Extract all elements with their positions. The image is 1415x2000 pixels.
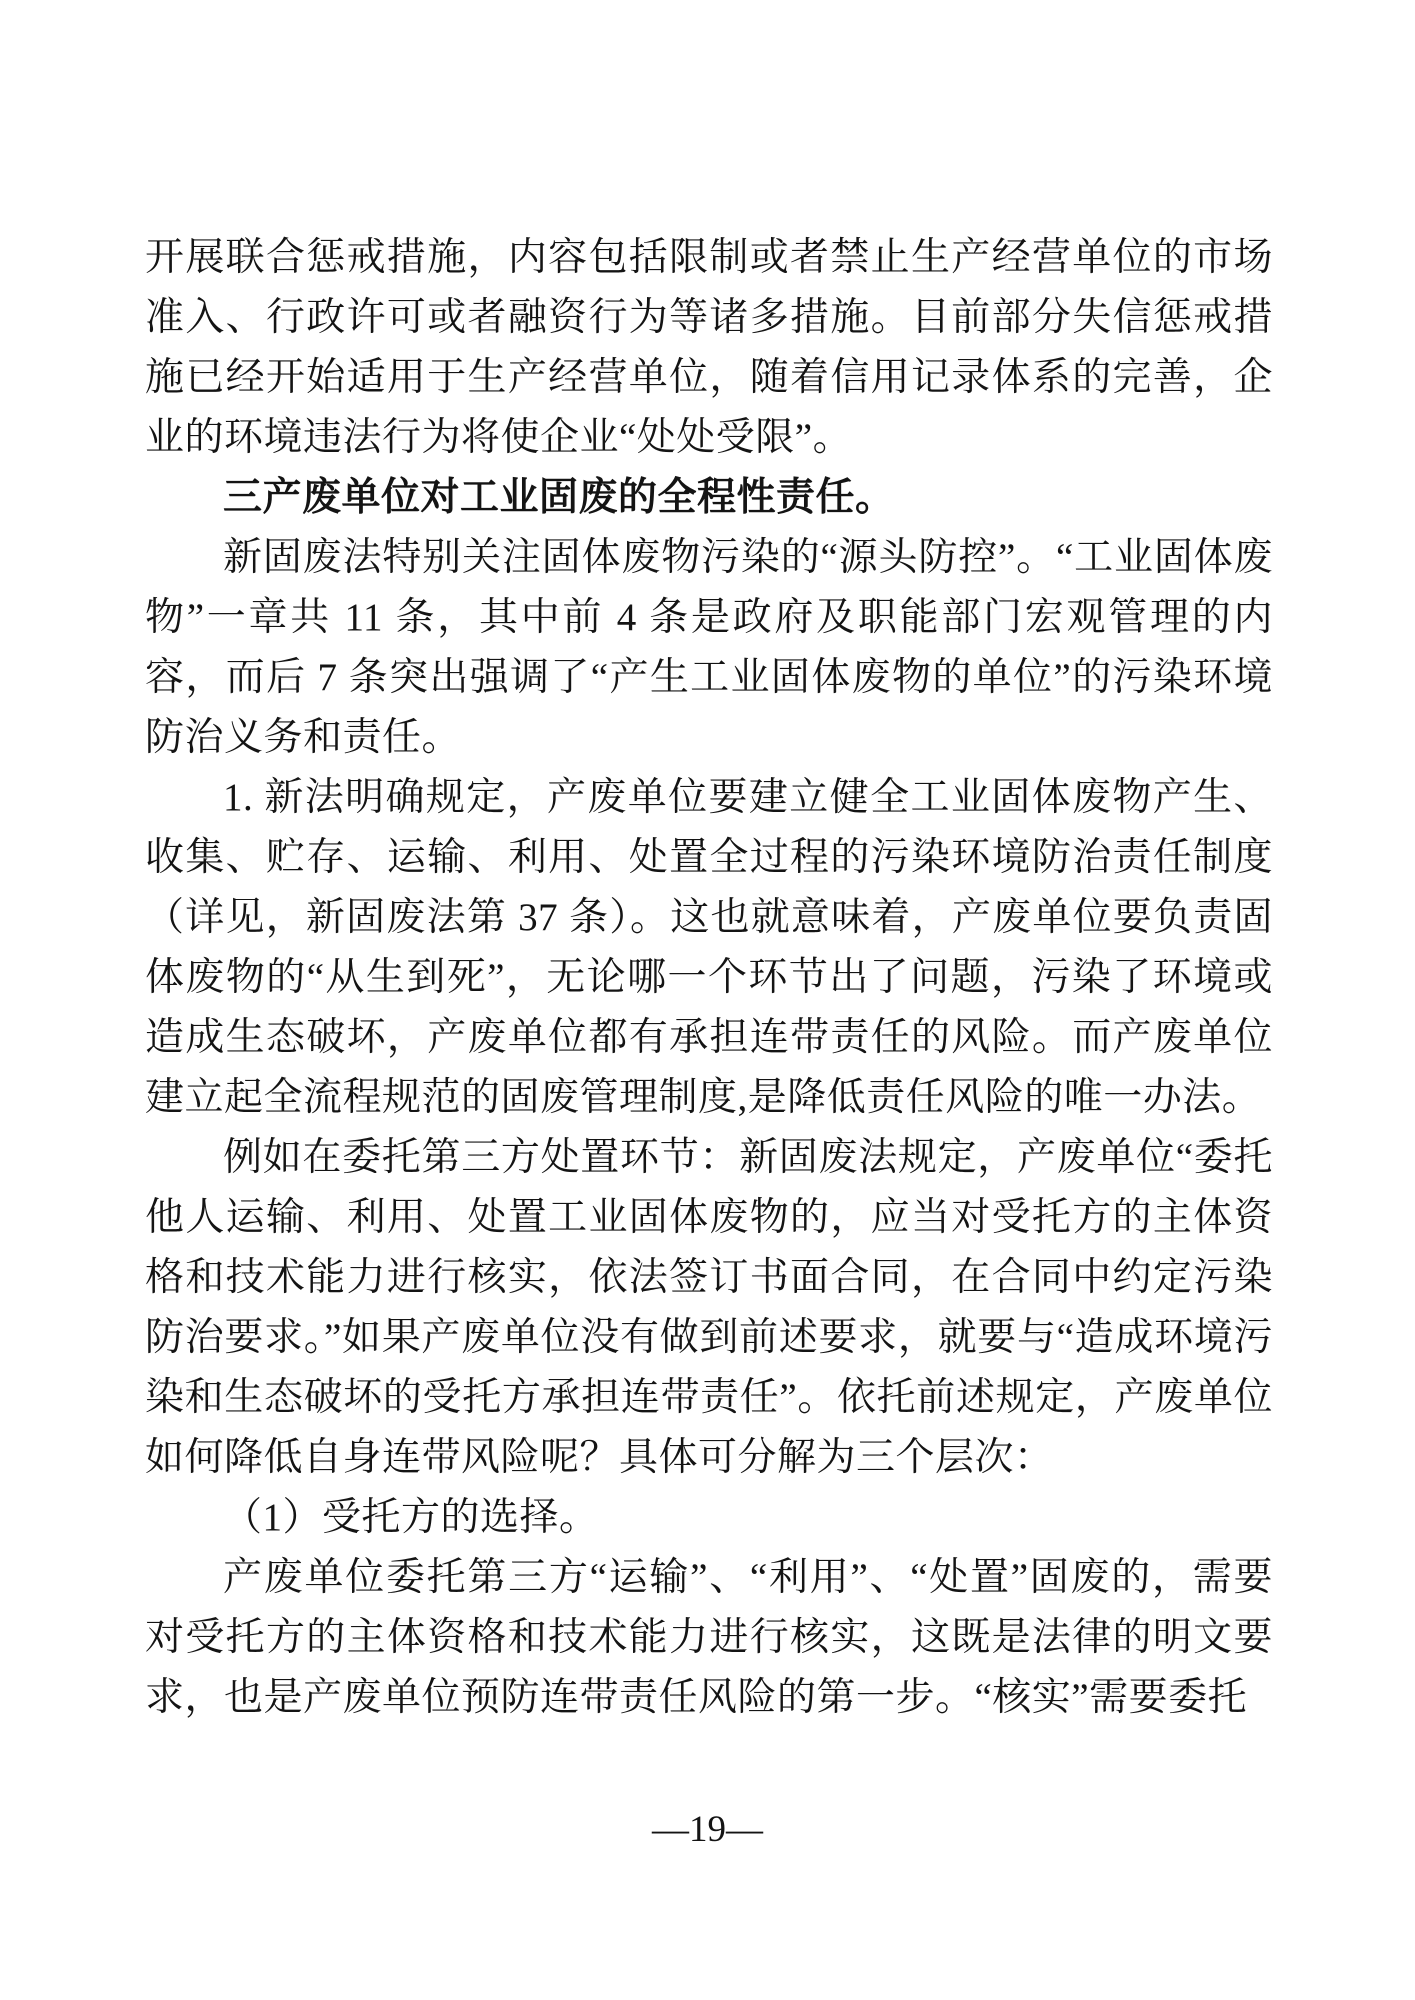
page-number: —19—	[652, 1809, 763, 1850]
page-body-text	[145, 228, 1273, 1728]
paragraph: 产废单位委托第三方“运输”、“利用”、“处置”固废的，需要对受托方的主体资格和技术能力进行核实，这既是法律的明文要求，也是产废单位预防连带责任风险的第一步。“核实”需要委托	[145, 1556, 1273, 1719]
paragraph-list-item: （1）受托方的选择。	[223, 1496, 599, 1539]
paragraph: 新固废法特别关注固体废物污染的“源头防控”。“工业固体废物”一章共 11 条，其中前 4 条是政府及职能部门宏观管理的内容，而后 7 条突出强调了“产生工业固体废物的单位”的污染环境防治义务和责任。	[145, 536, 1273, 759]
paragraph-continued: 开展联合惩戒措施，内容包括限制或者禁止生产经营单位的市场准入、行政许可或者融资行为等诸多措施。目前部分失信惩戒措施已经开始适用于生产经营单位，随着信用记录体系的完善，企业的环境违法行为将使企业“处处受限”。	[145, 236, 1273, 459]
section-heading: 三产废单位对工业固废的全程性责任。	[223, 476, 895, 519]
paragraph: 1. 新法明确规定，产废单位要建立健全工业固体废物产生、收集、贮存、运输、利用、处置全过程的污染环境防治责任制度（详见，新固废法第 37 条）。这也就意味着，产废单位要负责固体废物的“从生到死”，无论哪一个环节出了问题，污染了环境或造成生态破坏，产废单位都有承担连带责任的风险。而产废单位建立起全流程规范的固废管理制度,是降低责任风险的唯一办法。	[145, 776, 1273, 1119]
paragraph: 例如在委托第三方处置环节：新固废法规定，产废单位“委托他人运输、利用、处置工业固体废物的，应当对受托方的主体资格和技术能力进行核实，依法签订书面合同，在合同中约定污染防治要求。”如果产废单位没有做到前述要求，就要与“造成环境污染和生态破坏的受托方承担连带责任”。依托前述规定，产废单位如何降低自身连带风险呢？具体可分解为三个层次：	[145, 1136, 1273, 1479]
